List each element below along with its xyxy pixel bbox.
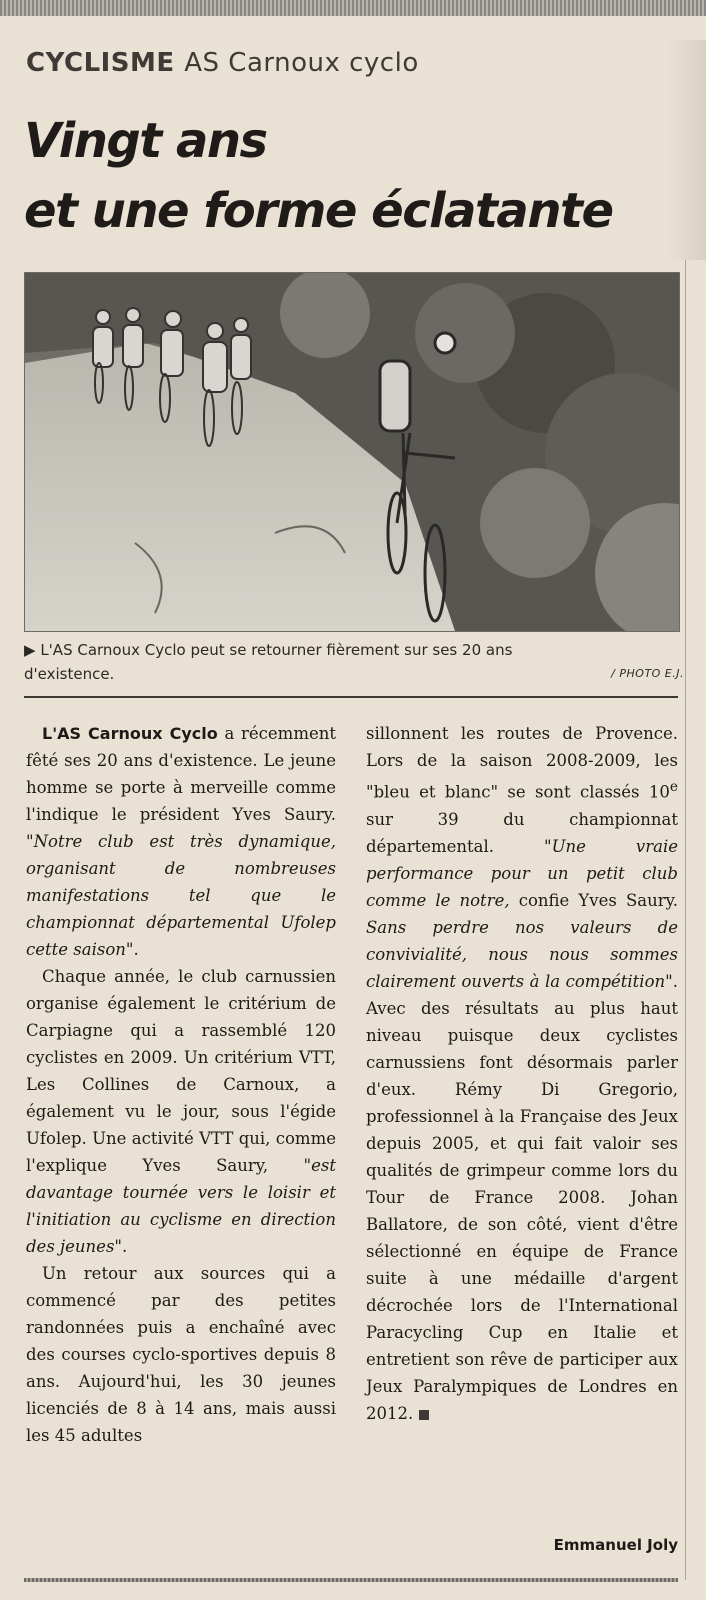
r-text-d: ". Avec des résultats au plus haut niveau puisque deux cyclistes carnussiens font désormais parler d'eux. Rémy Di Gregorio, professionnel à la Française des Jeux depuis 2005, et qui fait valoir ses qualités de grimpeur comme lors du Tour de France 2008. Johan Ballatore, de son côté, vient d'être sélectionné en équipe de France suite à une médaille d'argent décrochée lors de l'International Paracycling Cup en Italie et entretient son rêve de participer aux Jeux Paralympiques de Londres en 2012. bbox=[366, 971, 678, 1423]
r-text-a: sillonnent les routes de Provence. Lors de la saison 2008-2009, les "bleu et blanc" se sont classés 10 bbox=[366, 724, 678, 802]
headline bbox=[24, 106, 684, 246]
r-ordinal-sup: e bbox=[669, 779, 678, 795]
kicker-club: AS Carnoux cyclo bbox=[184, 48, 419, 78]
paragraph-3: Un retour aux sources qui a commencé par des petites randonnées puis a enchaîné avec des courses cyclo-sportives depuis 8 ans. Aujourd'hui, les 30 jeunes licenciés de 8 à 14 ans, mais aussi les 45 adultes bbox=[26, 1264, 336, 1445]
bottom-border bbox=[24, 1578, 678, 1582]
paragraph-1 bbox=[26, 720, 336, 963]
p2-quote: est davantage tournée vers le loisir et l'initiation au cyclisme en direction des jeunes bbox=[26, 1156, 336, 1256]
column-divider bbox=[685, 260, 686, 1580]
r-text-b: sur 39 du championnat départemental. " bbox=[366, 809, 678, 856]
section-kicker bbox=[26, 48, 419, 78]
author-signature: Emmanuel Joly bbox=[553, 1536, 678, 1554]
top-border bbox=[0, 0, 706, 16]
caption-text-2: d'existence. bbox=[24, 665, 115, 683]
p1-text-a: a récemment fêté ses 20 ans d'existence. Le jeune homme se porte à merveille comme l'indique le président Yves Saury. " bbox=[26, 724, 336, 851]
caption-text-1: L'AS Carnoux Cyclo peut se retourner fièrement sur ses 20 ans bbox=[40, 641, 513, 659]
caption-line-1 bbox=[24, 638, 684, 662]
article-photo bbox=[24, 272, 680, 632]
photo-caption bbox=[24, 638, 684, 686]
r-quote-2: Sans perdre nos valeurs de convivialité, nous nous sommes clairement ouverts à la compétition bbox=[366, 917, 678, 991]
headline-line-1: Vingt ans bbox=[24, 113, 267, 169]
body-column-right bbox=[366, 720, 678, 1427]
caption-rule bbox=[24, 696, 678, 698]
body-column-left bbox=[26, 720, 336, 1449]
paragraph-2 bbox=[26, 963, 336, 1260]
caption-line-2 bbox=[24, 662, 684, 686]
r-quote-1: Une vraie performance pour un petit club comme le notre, bbox=[366, 836, 678, 910]
p2-text-a: Chaque année, le club carnussien organise également le critérium de Carpiagne qui a rassemblé 120 cyclistes en 2009. Un critérium VTT, Les Collines de Carnoux, a également vu le jour, sous l'égide Ufolep. Une activité VTT qui, comme l'explique Yves Saury, " bbox=[26, 967, 336, 1175]
p2-text-b: ". bbox=[114, 1237, 128, 1256]
r-text-c: confie Yves Saury. bbox=[509, 890, 678, 910]
end-of-article-icon bbox=[419, 1410, 429, 1420]
paragraph-4 bbox=[366, 720, 678, 1427]
cyclists-photo-illustration bbox=[25, 273, 679, 631]
p1-quote: Notre club est très dynamique, organisant de nombreuses manifestations tel que le championnat départemental Ufolep cette saison bbox=[26, 832, 336, 959]
lead-name: L'AS Carnoux Cyclo bbox=[42, 724, 218, 743]
headline-line-2: et une forme éclatante bbox=[24, 183, 613, 239]
photo-credit: / PHOTO E.J. bbox=[611, 667, 684, 680]
caption-marker-icon: ▶ bbox=[24, 641, 36, 659]
kicker-sport: CYCLISME bbox=[26, 48, 175, 78]
p1-text-b: ". bbox=[125, 940, 139, 959]
